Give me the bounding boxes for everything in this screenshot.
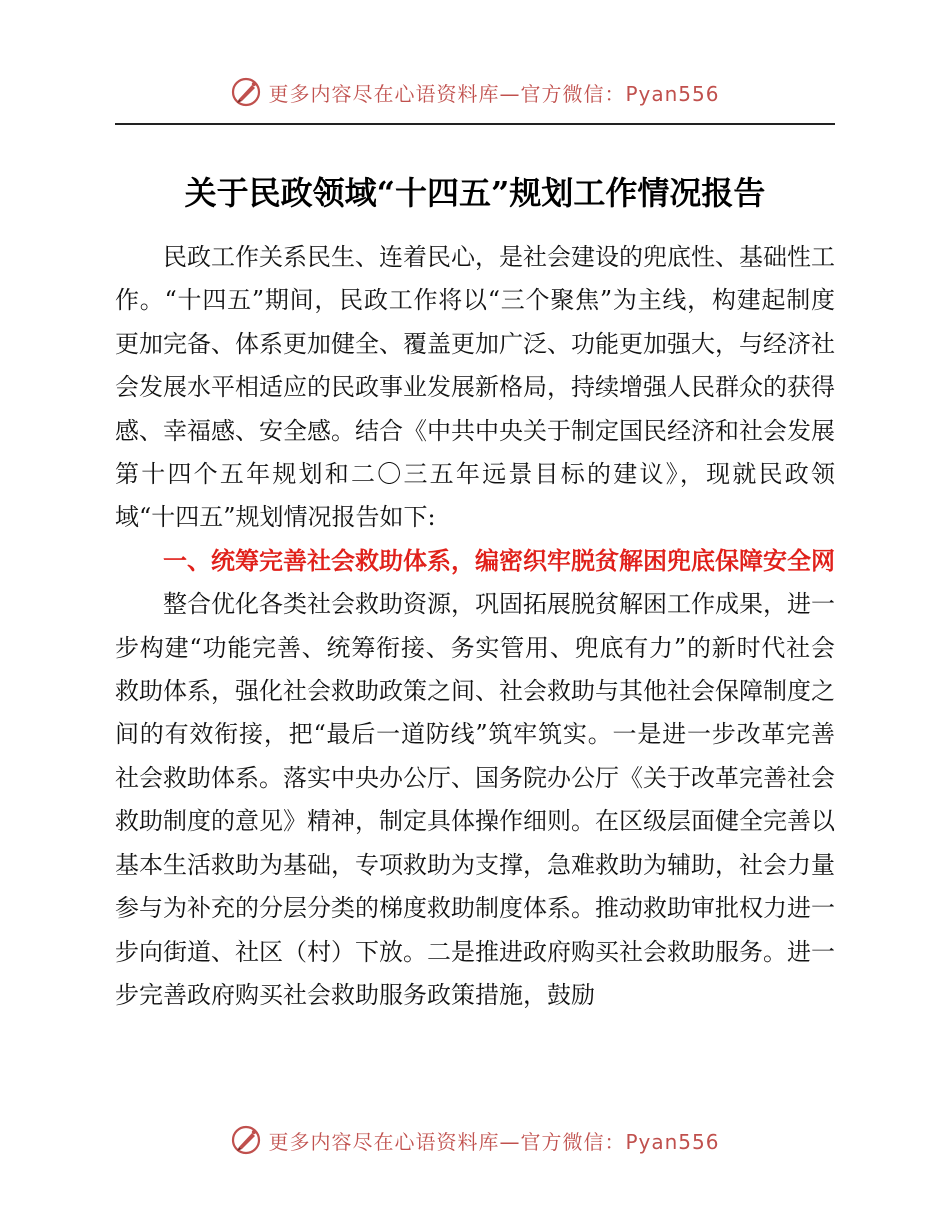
pen-logo-icon — [230, 1124, 262, 1156]
page-title: 关于民政领域“十四五”规划工作情况报告 — [184, 174, 766, 212]
footer-watermark-text: 更多内容尽在心语资料库—官方微信：Pyan556 — [268, 1129, 720, 1154]
header-watermark-text: 更多内容尽在心语资料库—官方微信：Pyan556 — [268, 81, 720, 106]
footer-watermark — [0, 1124, 950, 1156]
header-watermark — [0, 76, 950, 108]
intro-paragraph: 民政工作关系民生、连着民心，是社会建设的兜底性、基础性工作。“十四五”期间，民政工作将以“三个聚焦”为主线，构建起制度更加完备、体系更加健全、覆盖更加广泛、功能更加强大，与经济社会发展水平相适应的民政事业发展新格局，持续增强人民群众的获得感、幸福感、安全感。结合《中共中央关于制定国民经济和社会发展第十四个五年规划和二〇三五年远景目标的建议》，现就民政领域“十四五”规划情况报告如下: — [115, 243, 835, 532]
section-heading: 一、统筹完善社会救助体系，编密织牢脱贫解困兜底保障安全网 — [163, 546, 835, 575]
section-paragraph: 整合优化各类社会救助资源，巩固拓展脱贫解困工作成果，进一步构建“功能完善、统筹衔接、务实管用、兜底有力”的新时代社会救助体系，强化社会救助政策之间、社会救助与其他社会保障制度之间的有效衔接，把“最后一道防线”筑牢筑实。一是进一步改革完善社会救助体系。落实中央办公厅、国务院办公厅《关于改革完善社会救助制度的意见》精神，制定具体操作细则。在区级层面健全完善以基本生活救助为基础，专项救助为支撑，急难救助为辅助，社会力量参与为补充的分层分类的梯度救助制度体系。推动救助审批权力进一步向街道、社区（村）下放。二是推进政府购买社会救助服务。进一步完善政府购买社会救助服务政策措施，鼓励 — [115, 590, 835, 1009]
pen-logo-icon — [230, 76, 262, 108]
document-body — [115, 236, 835, 1017]
header-divider — [115, 123, 835, 125]
